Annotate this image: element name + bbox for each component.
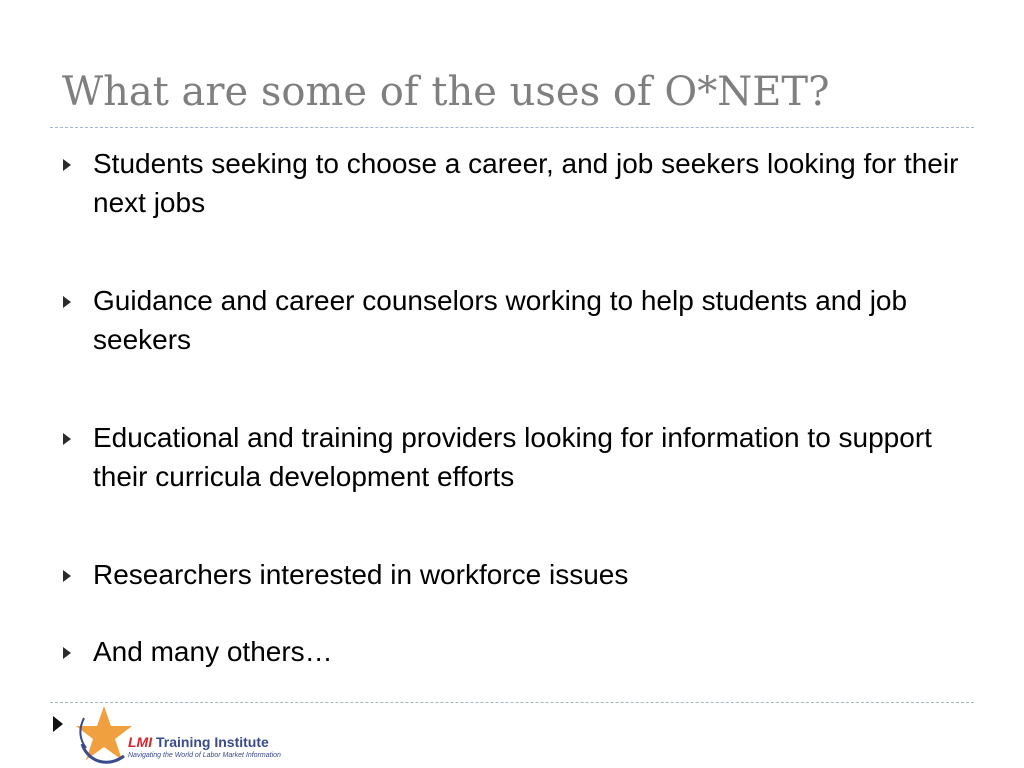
lmi-logo [74,704,281,766]
bullet-arrow-icon [63,296,71,308]
bullet-text: And many others… [93,636,333,667]
bullet-item [60,632,970,671]
bullet-arrow-icon [63,647,71,659]
bullet-text: Researchers interested in workforce issues [93,559,629,590]
bullet-item [60,144,970,222]
bullet-arrow-icon [63,433,71,445]
bullet-text: Guidance and career counselors working to help students and job seekers [93,285,908,355]
logo-name [128,734,269,750]
bullet-arrow-icon [63,159,71,171]
logo-institute: Training Institute [156,734,269,750]
slide-title: What are some of the uses of O*NET? [62,69,830,115]
bullet-arrow-icon [63,570,71,582]
bullet-item [60,555,970,594]
footer-arrow-icon [53,716,63,732]
bullet-item [60,418,970,496]
star-swoosh-icon [74,704,134,766]
logo-brand: LMI [128,734,153,750]
title-divider [50,127,974,128]
logo-tagline: Navigating the World of Labor Market Information [128,752,281,759]
bullet-text: Students seeking to choose a career, and job seekers looking for their next jobs [93,148,959,218]
footer-divider [50,702,974,703]
bullet-item [60,281,970,359]
bullet-list [60,144,970,671]
bullet-text: Educational and training providers looking for information to support their curricula development efforts [93,422,932,492]
